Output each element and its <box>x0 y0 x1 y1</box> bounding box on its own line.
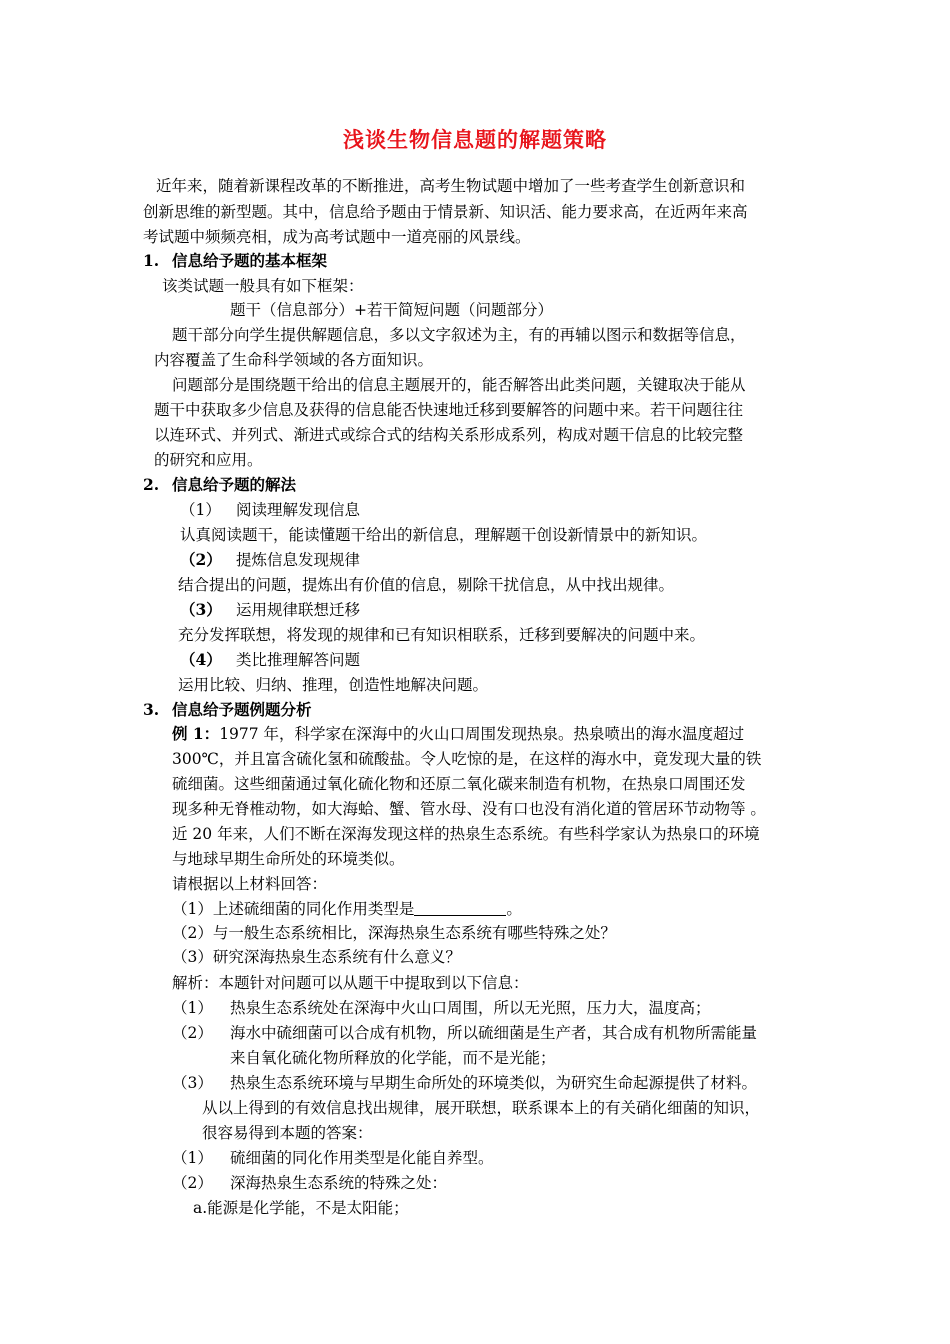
section-2-heading: 信息给予题的解法 <box>172 475 297 494</box>
s1-line-3: 题干部分向学生提供解题信息，多以文字叙述为主，有的再辅以图示和数据等信息， <box>172 326 746 344</box>
step-4-title: 类比推理解答问题 <box>236 651 361 669</box>
step-3-title: 运用规律联想迁移 <box>236 601 361 619</box>
intro-line-1: 近年来，随着新课程改革的不断推进，高考生物试题中增加了一些考查学生创新意识和 <box>156 177 746 195</box>
example-1-line-2: 300℃，并且富含硫化氢和硫酸盐。令人吃惊的是，在这样的海水中，竟发现大量的铁 <box>172 750 762 768</box>
s1-line-5: 问题部分是围绕题干给出的信息主题展开的，能否解答出此类问题，关键取决于能从 <box>172 376 746 394</box>
question-1 <box>172 898 522 920</box>
analysis-1-text: 热泉生态系统处在深海中火山口周围，所以无光照，压力大，温度高； <box>230 999 711 1017</box>
question-prompt: 请根据以上材料回答： <box>172 875 328 893</box>
analysis-2-cont: 来自氧化硫化物所释放的化学能，而不是光能； <box>230 1049 556 1067</box>
section-3-number: 3. <box>143 700 160 719</box>
step-2-number: （2） <box>180 550 222 569</box>
step-2-desc: 结合提出的问题，提炼出有价值的信息，剔除干扰信息，从中找出规律。 <box>178 576 675 594</box>
question-1-end: 。 <box>506 900 522 918</box>
example-1-line-3: 硫细菌。这些细菌通过氧化硫化物和还原二氧化碳来制造有机物，在热泉口周围还发 <box>172 775 746 793</box>
step-3-desc: 充分发挥联想，将发现的规律和已有知识相联系，迁移到要解决的问题中来。 <box>178 626 706 644</box>
analysis-1-number: （1） <box>172 999 213 1017</box>
intro-line-3: 考试题中频频亮相，成为高考试题中一道亮丽的风景线。 <box>143 228 531 246</box>
s1-line-1: 该类试题一般具有如下框架： <box>162 277 364 295</box>
answer-blank <box>414 900 506 916</box>
section-2-number: 2. <box>143 475 160 494</box>
s1-line-8: 的研究和应用。 <box>154 451 263 469</box>
step-1-title: 阅读理解发现信息 <box>236 501 361 519</box>
conclusion-line-1: 从以上得到的有效信息找出规律，展开联想，联系课本上的有关硝化细菌的知识， <box>202 1099 761 1117</box>
example-1-line-4: 现多种无脊椎动物，如大海蛤、蟹、管水母、没有口也没有消化道的管居环节动物等 。 <box>172 800 766 818</box>
section-1-number: 1. <box>143 251 160 270</box>
answer-2-text: 深海热泉生态系统的特殊之处： <box>230 1174 448 1192</box>
example-1-text: 1977 年，科学家在深海中的火山口周围发现热泉。热泉喷出的海水温度超过 <box>219 725 745 743</box>
question-3: （3）研究深海热泉生态系统有什么意义？ <box>172 948 461 966</box>
section-3-heading: 信息给予题例题分析 <box>172 700 312 719</box>
step-1-number: （1） <box>180 501 221 519</box>
example-1-line-5: 近 20 年来，人们不断在深海发现这样的热泉生态系统。有些科学家认为热泉口的环境 <box>172 825 760 843</box>
intro-line-2: 创新思维的新型题。其中，信息给予题由于情景新、知识活、能力要求高，在近两年来高 <box>143 203 748 221</box>
analysis-2-text: 海水中硫细菌可以合成有机物，所以硫细菌是生产者，其合成有机物所需能量 <box>230 1024 758 1042</box>
example-1-line-1 <box>172 723 744 745</box>
example-1-label: 例 1： <box>172 724 220 743</box>
conclusion-line-2: 很容易得到本题的答案： <box>202 1124 373 1142</box>
analysis-3-text: 热泉生态系统环境与早期生命所处的环境类似，为研究生命起源提供了材料。 <box>230 1074 758 1092</box>
answer-2-number: （2） <box>172 1174 213 1192</box>
answer-2-sub-a: a.能源是化学能，不是太阳能； <box>193 1199 409 1217</box>
s1-line-7: 以连环式、并列式、渐进式或综合式的结构关系形成系列，构成对题干信息的比较完整 <box>154 426 744 444</box>
s1-line-6: 题干中获取多少信息及获得的信息能否快速地迁移到要解答的问题中来。若干问题往往 <box>154 401 744 419</box>
page-title: 浅谈生物信息题的解题策略 <box>343 127 607 152</box>
step-3-number: （3） <box>180 600 222 619</box>
analysis-intro: 解析：本题针对问题可以从题干中提取到以下信息： <box>172 974 529 992</box>
step-4-number: （4） <box>180 650 222 669</box>
analysis-3-number: （3） <box>172 1074 213 1092</box>
answer-1-text: 硫细菌的同化作用类型是化能自养型。 <box>230 1149 494 1167</box>
s1-line-4: 内容覆盖了生命科学领域的各方面知识。 <box>154 351 434 369</box>
section-1-heading: 信息给予题的基本框架 <box>172 251 328 270</box>
question-2: （2）与一般生态系统相比，深海热泉生态系统有哪些特殊之处？ <box>172 924 616 942</box>
step-1-desc: 认真阅读题干，能读懂题干给出的新信息，理解题干创设新情景中的新知识。 <box>180 526 708 544</box>
step-2-title: 提炼信息发现规律 <box>236 551 361 569</box>
question-1-text: （1）上述硫细菌的同化作用类型是 <box>172 900 415 918</box>
step-4-desc: 运用比较、归纳、推理，创造性地解决问题。 <box>178 676 489 694</box>
example-1-line-6: 与地球早期生命所处的环境类似。 <box>172 850 405 868</box>
analysis-2-number: （2） <box>172 1024 213 1042</box>
answer-1-number: （1） <box>172 1149 213 1167</box>
s1-framework: 题干（信息部分）+若干简短问题（问题部分） <box>230 301 553 319</box>
